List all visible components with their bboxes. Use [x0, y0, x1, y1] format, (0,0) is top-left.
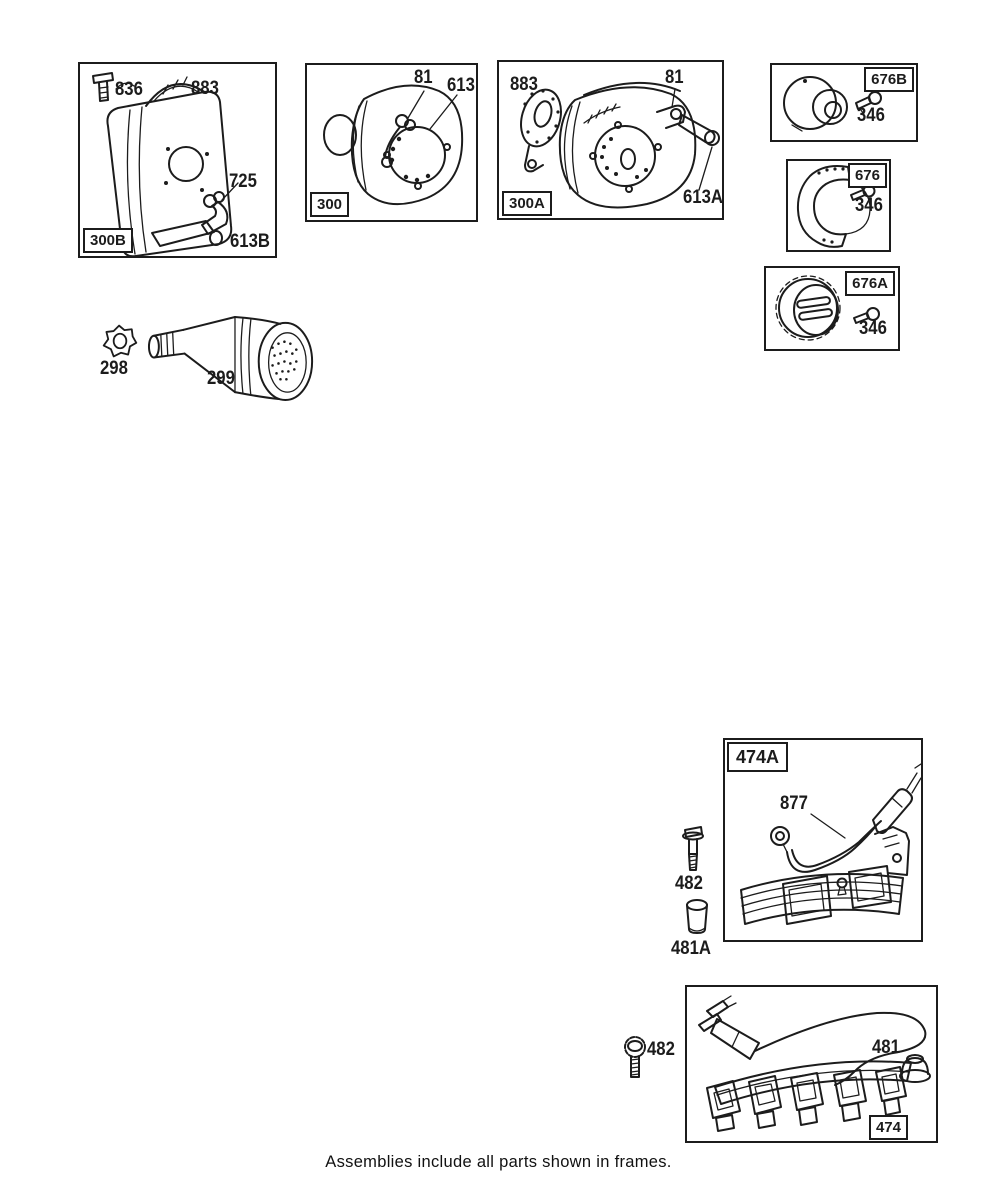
- caption: Assemblies include all parts shown in frames.: [325, 1153, 672, 1171]
- part-label-481: 481: [872, 1037, 900, 1058]
- frame-label-text: 474: [875, 1119, 901, 1136]
- lock-nut-drawing: [101, 322, 139, 360]
- part-label-81: 81: [414, 67, 433, 88]
- part-label-81a: 81: [665, 67, 684, 88]
- part-label-883-gasket: 883: [510, 74, 538, 95]
- frame-474A: [723, 738, 923, 942]
- frame-label-text: 676: [854, 167, 880, 184]
- part-label-613A: 613A: [683, 187, 723, 208]
- part-label-877: 877: [780, 793, 808, 814]
- frame-label-676: [848, 163, 887, 188]
- part-label-482-lower: 482: [647, 1039, 675, 1060]
- frame-label-676A: [845, 271, 895, 296]
- frame-label-474A: [727, 742, 788, 772]
- frame-label-300A: [502, 191, 552, 216]
- frame-label-300B: [83, 228, 133, 253]
- mounting-bolt-drawing: [681, 824, 705, 874]
- frame-label-text: 474A: [736, 747, 780, 767]
- frame-676B: [770, 63, 918, 142]
- frame-label-text: 300A: [509, 195, 545, 212]
- part-label-481A: 481A: [671, 938, 711, 959]
- bushing-drawing: [685, 898, 709, 938]
- frame-474: [685, 985, 938, 1143]
- part-label-613B: 613B: [230, 231, 270, 252]
- part-label-482-upper: 482: [675, 873, 703, 894]
- frame-label-300: [310, 192, 349, 217]
- part-label-346: 346: [855, 195, 883, 216]
- part-label-346-b: 346: [857, 105, 885, 126]
- frame-label-text: 676A: [852, 275, 888, 292]
- frame-label-text: 300B: [90, 232, 126, 249]
- flange-bolt-drawing: [622, 1036, 649, 1082]
- part-label-298: 298: [100, 358, 128, 379]
- frame-label-text: 676B: [871, 71, 907, 88]
- part-label-346-a: 346: [859, 318, 887, 339]
- part-label-725: 725: [229, 171, 257, 192]
- frame-300B: [78, 62, 277, 258]
- frame-label-text: 300: [317, 196, 343, 213]
- tube-muffler-drawing: [146, 314, 322, 405]
- frame-label-676B: [864, 67, 914, 92]
- part-label-883-box: 883: [191, 78, 219, 99]
- part-label-613: 613: [447, 75, 475, 96]
- part-label-299: 299: [207, 368, 235, 389]
- part-label-836: 836: [115, 79, 143, 100]
- frame-label-474: [869, 1115, 908, 1140]
